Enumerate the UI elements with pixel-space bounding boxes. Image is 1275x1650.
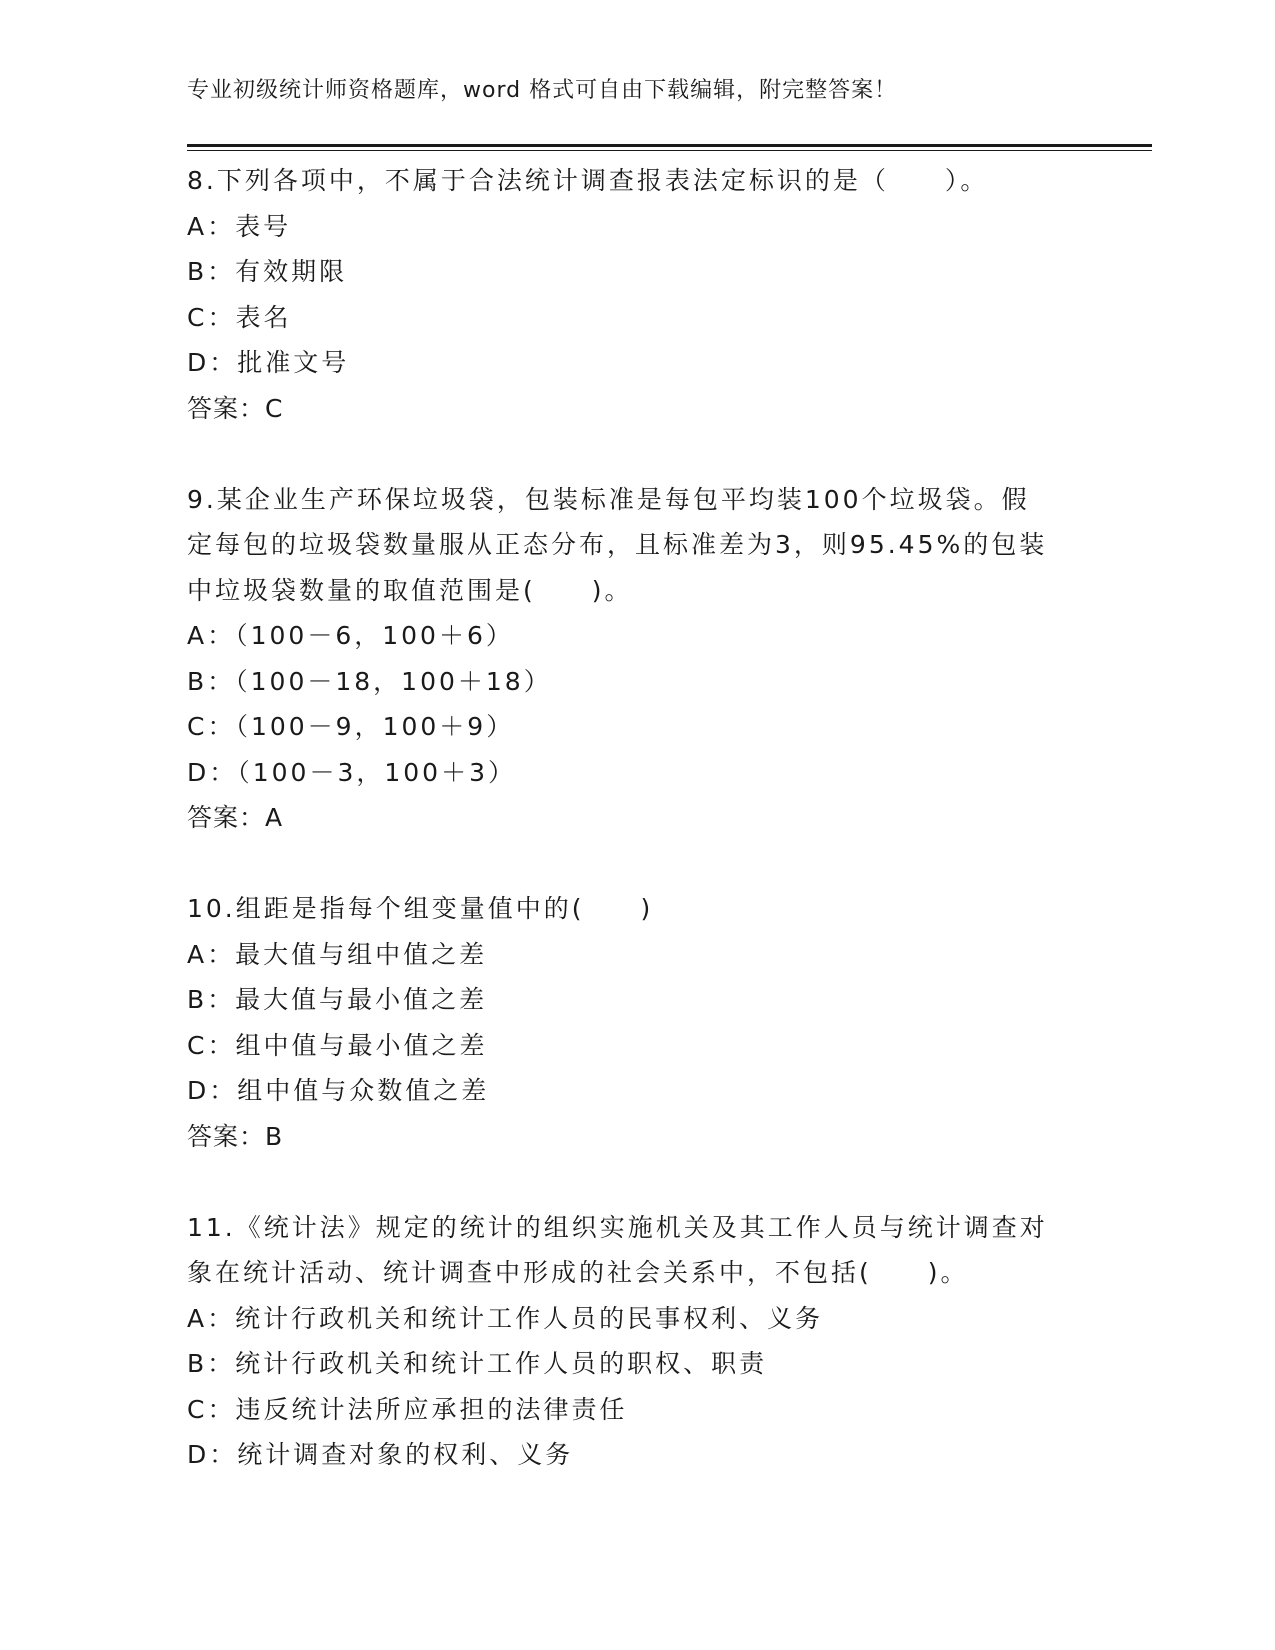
option-a: A：统计行政机关和统计工作人员的民事权利、义务 (187, 1303, 824, 1333)
question-stem: 象在统计活动、统计调查中形成的社会关系中，不包括( )。 (187, 1258, 969, 1287)
question-9 (187, 477, 1087, 841)
option-a: A：（100－6，100＋6） (187, 621, 514, 650)
option-c: C：组中值与最小值之差 (187, 1030, 488, 1060)
option-d: D：批准文号 (187, 348, 350, 377)
question-list (187, 158, 1087, 1478)
option-b: B：（100－18，100＋18） (187, 666, 552, 696)
page-header: 专业初级统计师资格题库，word 格式可自由下载编辑，附完整答案！ (187, 78, 898, 103)
option-c: C：表名 (187, 302, 292, 332)
question-stem: 11.《统计法》规定的统计的组织实施机关及其工作人员与统计调查对 (187, 1212, 1048, 1242)
question-8 (187, 158, 1087, 431)
question-stem: 9.某企业生产环保垃圾袋，包装标准是每包平均装100个垃圾袋。假 (187, 484, 1030, 514)
option-a: A：最大值与组中值之差 (187, 939, 488, 969)
header-rule-thick (187, 144, 1152, 147)
option-b: B：有效期限 (187, 257, 348, 286)
question-stem: 10.组距是指每个组变量值中的( ) (187, 894, 654, 923)
question-stem: 定每包的垃圾袋数量服从正态分布，且标准差为3，则95.45%的包装 (187, 530, 1048, 559)
option-c: C：（100－9，100＋9） (187, 712, 515, 741)
question-stem: 8.下列各项中，不属于合法统计调查报表法定标识的是（ ）。 (187, 166, 989, 195)
question-stem: 中垃圾袋数量的取值范围是( )。 (187, 575, 633, 605)
option-d: D：（100－3，100＋3） (187, 757, 516, 787)
answer: 答案：C (187, 393, 284, 423)
option-d: D：统计调查对象的权利、义务 (187, 1440, 574, 1469)
question-10 (187, 886, 1087, 1159)
header-rule-thin (187, 150, 1152, 151)
answer: 答案：A (187, 803, 284, 832)
option-b: B：统计行政机关和统计工作人员的职权、职责 (187, 1349, 768, 1378)
option-c: C：违反统计法所应承担的法律责任 (187, 1394, 628, 1424)
option-d: D：组中值与众数值之差 (187, 1076, 490, 1105)
option-b: B：最大值与最小值之差 (187, 985, 488, 1014)
answer: 答案：B (187, 1121, 284, 1151)
question-11 (187, 1205, 1087, 1478)
option-a: A：表号 (187, 211, 292, 241)
